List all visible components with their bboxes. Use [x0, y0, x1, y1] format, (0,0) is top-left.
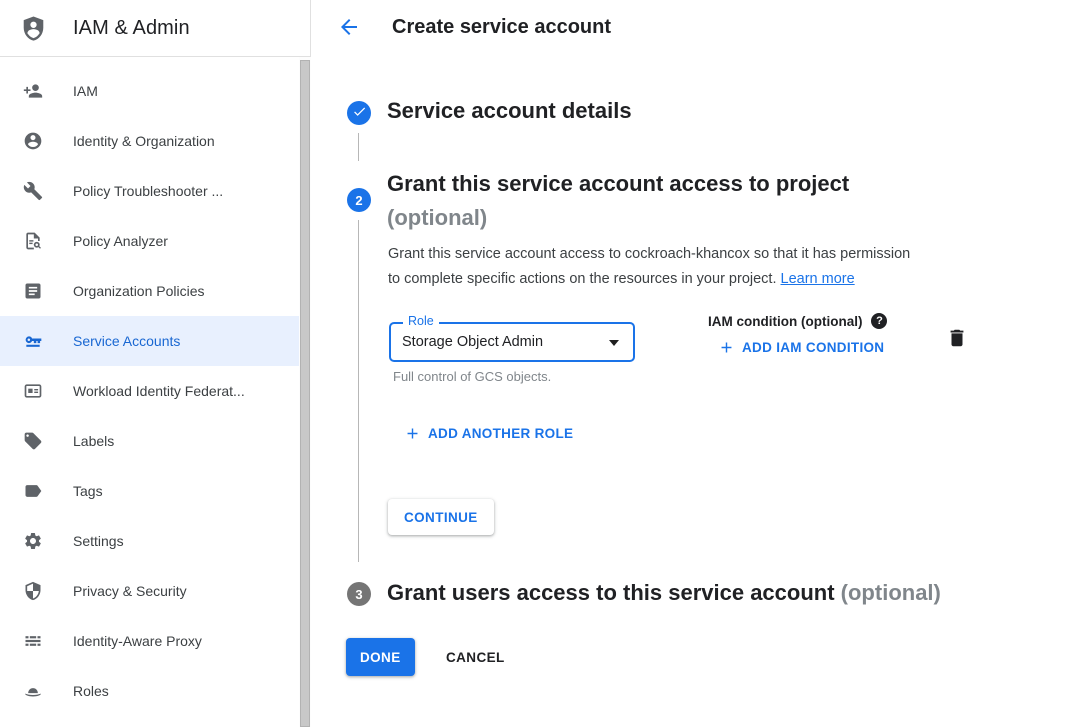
step3-optional-label [841, 580, 941, 605]
help-icon[interactable]: ? [871, 313, 887, 329]
main-panel [311, 0, 1081, 727]
shield-half-icon [23, 581, 43, 601]
step-connector [358, 220, 359, 562]
add-iam-condition-label: ADD IAM CONDITION [742, 339, 885, 355]
layers-dash-icon [23, 631, 43, 651]
sidebar-item-identity-organization[interactable] [0, 116, 299, 166]
sidebar-item-iam[interactable] [0, 66, 299, 116]
description-line2: to complete specific actions on the resources in your project. [388, 271, 777, 287]
sidebar-item-tags[interactable] [0, 466, 299, 516]
sidebar-item-label: Roles [73, 683, 109, 699]
step1-title: Service account details [387, 98, 632, 123]
sidebar-item-label: Policy Troubleshooter ... [73, 183, 224, 199]
continue-button[interactable]: CONTINUE [388, 499, 494, 535]
sidebar-item-label: Workload Identity Federat... [73, 383, 245, 399]
badge-card-icon [23, 381, 43, 401]
step2-description [388, 242, 988, 292]
step-connector [358, 133, 359, 161]
sidebar-item-roles[interactable] [0, 666, 299, 716]
role-selected-value: Storage Object Admin [402, 334, 544, 350]
sidebar-item-policy-troubleshooter[interactable] [0, 166, 299, 216]
sidebar-item-label: Policy Analyzer [73, 233, 168, 249]
step2-title [387, 167, 849, 235]
back-button[interactable] [336, 15, 362, 41]
trash-icon [946, 337, 968, 352]
learn-more-link[interactable]: Learn more [780, 271, 855, 287]
sidebar-scrollbar-thumb[interactable] [300, 60, 310, 727]
sidebar-title: IAM & Admin [73, 16, 190, 39]
sidebar-item-label: Identity & Organization [73, 133, 215, 149]
iam-condition-label: IAM condition (optional) [708, 313, 863, 329]
hat-icon [23, 681, 43, 701]
role-helper-text: Full control of GCS objects. [393, 369, 552, 384]
add-iam-condition-button[interactable] [718, 337, 884, 357]
sidebar-item-workload-identity-federat[interactable] [0, 366, 299, 416]
role-field-label: Role [403, 315, 439, 328]
add-another-role-label: ADD ANOTHER ROLE [428, 425, 574, 441]
description-line1: Grant this service account access to cockroach-khancox so that it has permission [388, 246, 911, 262]
sidebar-item-label: Service Accounts [73, 333, 181, 349]
sidebar-item-settings[interactable] [0, 516, 299, 566]
delete-role-button[interactable] [945, 327, 969, 351]
step3-number-badge [347, 582, 371, 606]
step2-title-text: Grant this service account access to project [387, 171, 850, 196]
sidebar-nav [0, 56, 299, 716]
iam-condition-row [708, 313, 887, 329]
sidebar-item-label: Labels [73, 433, 115, 449]
page-title: Create service account [392, 16, 612, 38]
sidebar-item-policy-analyzer[interactable] [0, 216, 299, 266]
step3-title-text: Grant users access to this service account [387, 580, 835, 605]
article-icon [23, 281, 43, 301]
step3-title [387, 580, 941, 606]
step2-number: 2 [355, 192, 363, 208]
sidebar-item-label: IAM [73, 83, 98, 99]
sidebar [0, 0, 299, 727]
sidebar-item-privacy-security[interactable] [0, 566, 299, 616]
sidebar-item-label: Identity-Aware Proxy [73, 633, 202, 649]
gear-icon [23, 531, 43, 551]
person-add-icon [23, 81, 43, 101]
role-select[interactable] [389, 314, 635, 362]
account-circle-icon [23, 131, 43, 151]
plus-icon [404, 425, 421, 442]
caret-down-icon [609, 340, 619, 346]
done-button[interactable]: DONE [346, 638, 415, 676]
step2-number-badge [347, 188, 371, 212]
step1-complete-badge [347, 101, 371, 125]
wrench-icon [23, 181, 43, 201]
cancel-button[interactable]: CANCEL [432, 638, 519, 676]
sidebar-item-label: Privacy & Security [73, 583, 187, 599]
check-icon [352, 104, 367, 122]
sidebar-item-label: Settings [73, 533, 124, 549]
label-arrow-icon [23, 481, 43, 501]
sidebar-item-service-accounts[interactable] [0, 316, 299, 366]
doc-search-icon [23, 231, 43, 251]
sidebar-item-labels[interactable] [0, 416, 299, 466]
plus-icon [718, 339, 735, 356]
tag-icon [23, 431, 43, 451]
step3-optional-text: (optional) [840, 580, 941, 605]
step3-number: 3 [355, 586, 363, 602]
step2-optional-label: (optional) [387, 205, 488, 230]
arrow-back-icon [337, 15, 361, 42]
key-icon [23, 331, 43, 351]
iam-admin-shield-icon [20, 15, 47, 42]
sidebar-header [0, 0, 299, 56]
sidebar-item-label: Organization Policies [73, 283, 205, 299]
add-another-role-button[interactable] [404, 423, 573, 443]
sidebar-item-organization-policies[interactable] [0, 266, 299, 316]
sidebar-item-identity-aware-proxy[interactable] [0, 616, 299, 666]
sidebar-scrollbar-track [299, 57, 311, 727]
sidebar-item-label: Tags [73, 483, 103, 499]
